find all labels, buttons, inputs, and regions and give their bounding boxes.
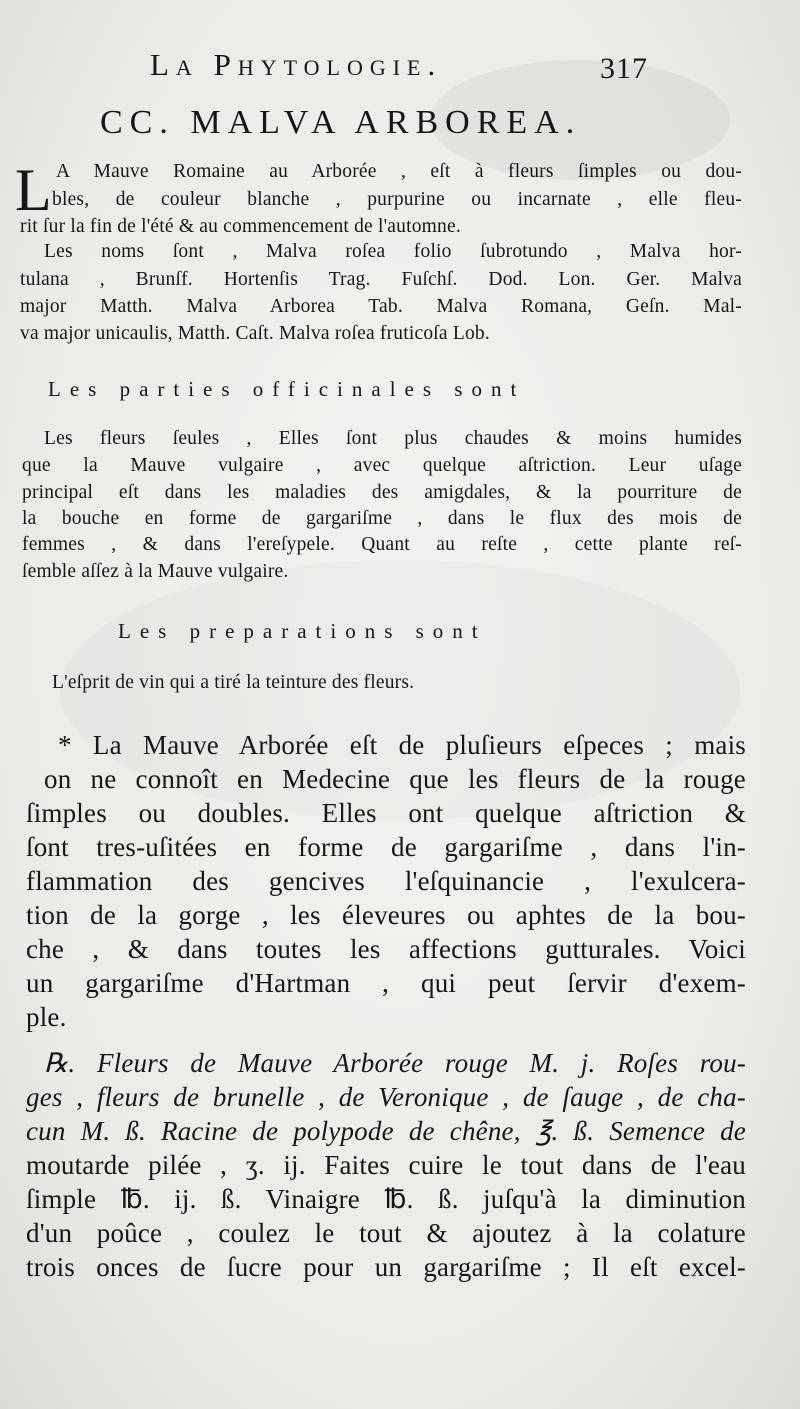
text-line: on ne connoît en Medecine que les fleurs de la rouge [44,764,746,794]
text-line: tion de la gorge , les éleveures ou aphtes de la bou- [26,900,746,930]
text-line: principal eſt dans les maladies des amigdales, & la pourriture de [22,482,742,503]
text-line: ſimples ou doubles. Elles ont quelque aſtriction & [26,798,746,828]
chapter-title: CC. MALVA ARBOREA. [100,104,582,141]
page-number: 317 [600,52,648,85]
text-line: L'eſprit de vin qui a tiré la teinture des fleurs. [52,672,415,693]
text-line: A Mauve Romaine au Arborée , eſt à fleurs ſimples ou dou- [56,161,742,182]
recipe-line: trois onces de ſucre pour un gargariſme ; Il eſt excel- [26,1252,746,1282]
text-line: tulana , Brunſf. Hortenſis Trag. Fuſchſ. Dod. Lon. Ger. Malva [20,269,742,290]
text-line: va major unicaulis, Matth. Caſt. Malva roſea fruticoſa Lob. [20,323,490,344]
text-line: rit ſur la fin de l'été & au commencement de l'automne. [20,216,461,237]
text-line: major Matth. Malva Arborea Tab. Malva Romana, Geſn. Mal- [20,296,742,317]
text-line: la bouche en forme de gargariſme , dans le flux des mois de [22,508,742,529]
text-line: que la Mauve vulgaire , avec quelque aſtriction. Leur uſage [22,455,742,476]
recipe-line: d'un poûce , coulez le tout & ajoutez à la colature [26,1218,746,1248]
text-line: un gargariſme d'Hartman , qui peut ſervir d'exem- [26,968,746,998]
text-line: ſemble aſſez à la Mauve vulgaire. [22,561,289,582]
recipe-line: ges , fleurs de brunelle , de Veronique , de ſauge , de cha- [26,1082,746,1112]
text-line: Les noms ſont , Malva roſea folio ſubrotundo , Malva hor- [44,241,742,262]
text-line: * La Mauve Arborée eſt de pluſieurs eſpeces ; mais [58,730,746,760]
recipe-line: ſimple ℔. ij. ß. Vinaigre ℔. ß. juſqu'à la diminution [26,1184,746,1214]
drop-cap: L [15,157,52,223]
recipe-line: cun M. ß. Racine de polypode de chêne, ℥. ß. Semence de [26,1116,746,1146]
section-heading: Les parties officinales sont [48,377,526,401]
text-line: flammation des gencives l'eſquinancie , l'exulcera- [26,866,746,896]
text-line: ſont tres-uſitées en forme de gargariſme , dans l'in- [26,832,746,862]
text-line: che , & dans toutes les affections gutturales. Voici [26,934,746,964]
text-line: femmes , & dans l'ereſypele. Quant au reſte , cette plante reſ- [22,534,742,555]
running-head: La Phytologie. [150,47,443,82]
recipe-line: ℞. Fleurs de Mauve Arborée rouge M. j. Roſes rou- [44,1048,746,1078]
text-line: ple. [26,1002,67,1032]
recipe-line: moutarde pilée , ʒ. ij. Faites cuire le tout dans de l'eau [26,1150,746,1180]
text-line: bles, de couleur blanche , purpurine ou incarnate , elle fleu- [52,189,742,210]
text-line: Les fleurs ſeules , Elles ſont plus chaudes & moins humides [44,428,742,449]
section-heading: Les preparations sont [118,619,487,643]
